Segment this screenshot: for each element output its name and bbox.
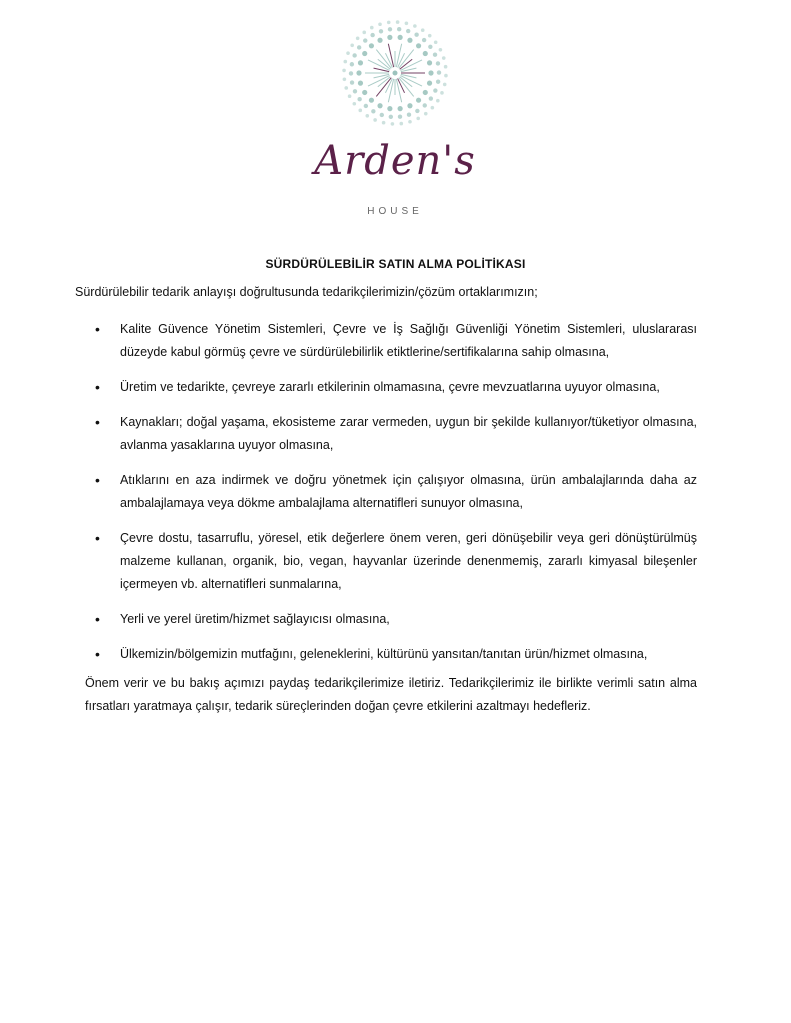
- document-closing: Önem verir ve bu bakış açımızı paydaş tedarikçilerimize iletiriz. Tedarikçilerimiz ile birlikte verimli satın alma fırsatları yaratmaya çalışır, tedarik süreçlerinden doğan çevre etkilerini azaltmayı hedefleriz.: [85, 676, 697, 713]
- policy-bullet: • Çevre dostu, tasarruflu, yöresel, etik değerlere önem veren, geri dönüşebilir veya geri dönüştürülmüş malzeme kullanan, organik, bio, vegan, hayvanlar üzerinde denenmemiş, zararlı kimyasal bileşenler içermeyen vb. alternatifleri sunmalarına,: [95, 527, 697, 596]
- policy-bullet: • Kalite Güvence Yönetim Sistemleri, Çevre ve İş Sağlığı Güvenliği Yönetim Sistemleri, uluslararası düzeyde kabul görmüş çevre ve sürdürülebilirlik etiktlerine/sertifikalarına sahip olmasına,: [95, 318, 697, 364]
- document-intro: Sürdürülebilir tedarik anlayışı doğrultusunda tedarikçilerimizin/çözüm ortaklarımızın;: [75, 285, 538, 299]
- policy-bullet: • Atıklarını en aza indirmek ve doğru yönetmek için çalışıyor olmasına, ürün ambalajlarında daha az ambalajlamaya veya dökme ambalajlama alternatifleri sunuyor olmasına,: [95, 469, 697, 515]
- policy-bullet-list: [95, 318, 697, 678]
- policy-bullet: • Üretim ve tedarikte, çevreye zararlı etkilerinin olmamasına, çevre mevzuatlarına uyuyor olmasına,: [95, 376, 697, 399]
- document-title: SÜRDÜRÜLEBİLİR SATIN ALMA POLİTİKASI: [265, 257, 526, 271]
- policy-bullet: • Yerli ve yerel üretim/hizmet sağlayıcısı olmasına,: [95, 608, 697, 631]
- brand-name: Arden's: [314, 138, 476, 184]
- policy-bullet: • Kaynakları; doğal yaşama, ekosisteme zarar vermeden, uygun bir şekilde kullanıyor/tüketiyor olmasına, avlanma yasaklarına uyuyor olmasına,: [95, 411, 697, 457]
- brand-subtitle: HOUSE: [367, 206, 423, 217]
- brand-logo: [310, 14, 480, 217]
- starburst-icon: [342, 20, 448, 126]
- policy-bullet: • Ülkemizin/bölgemizin mutfağını, geleneklerini, kültürünü yansıtan/tanıtan ürün/hizmet olmasına,: [95, 643, 697, 666]
